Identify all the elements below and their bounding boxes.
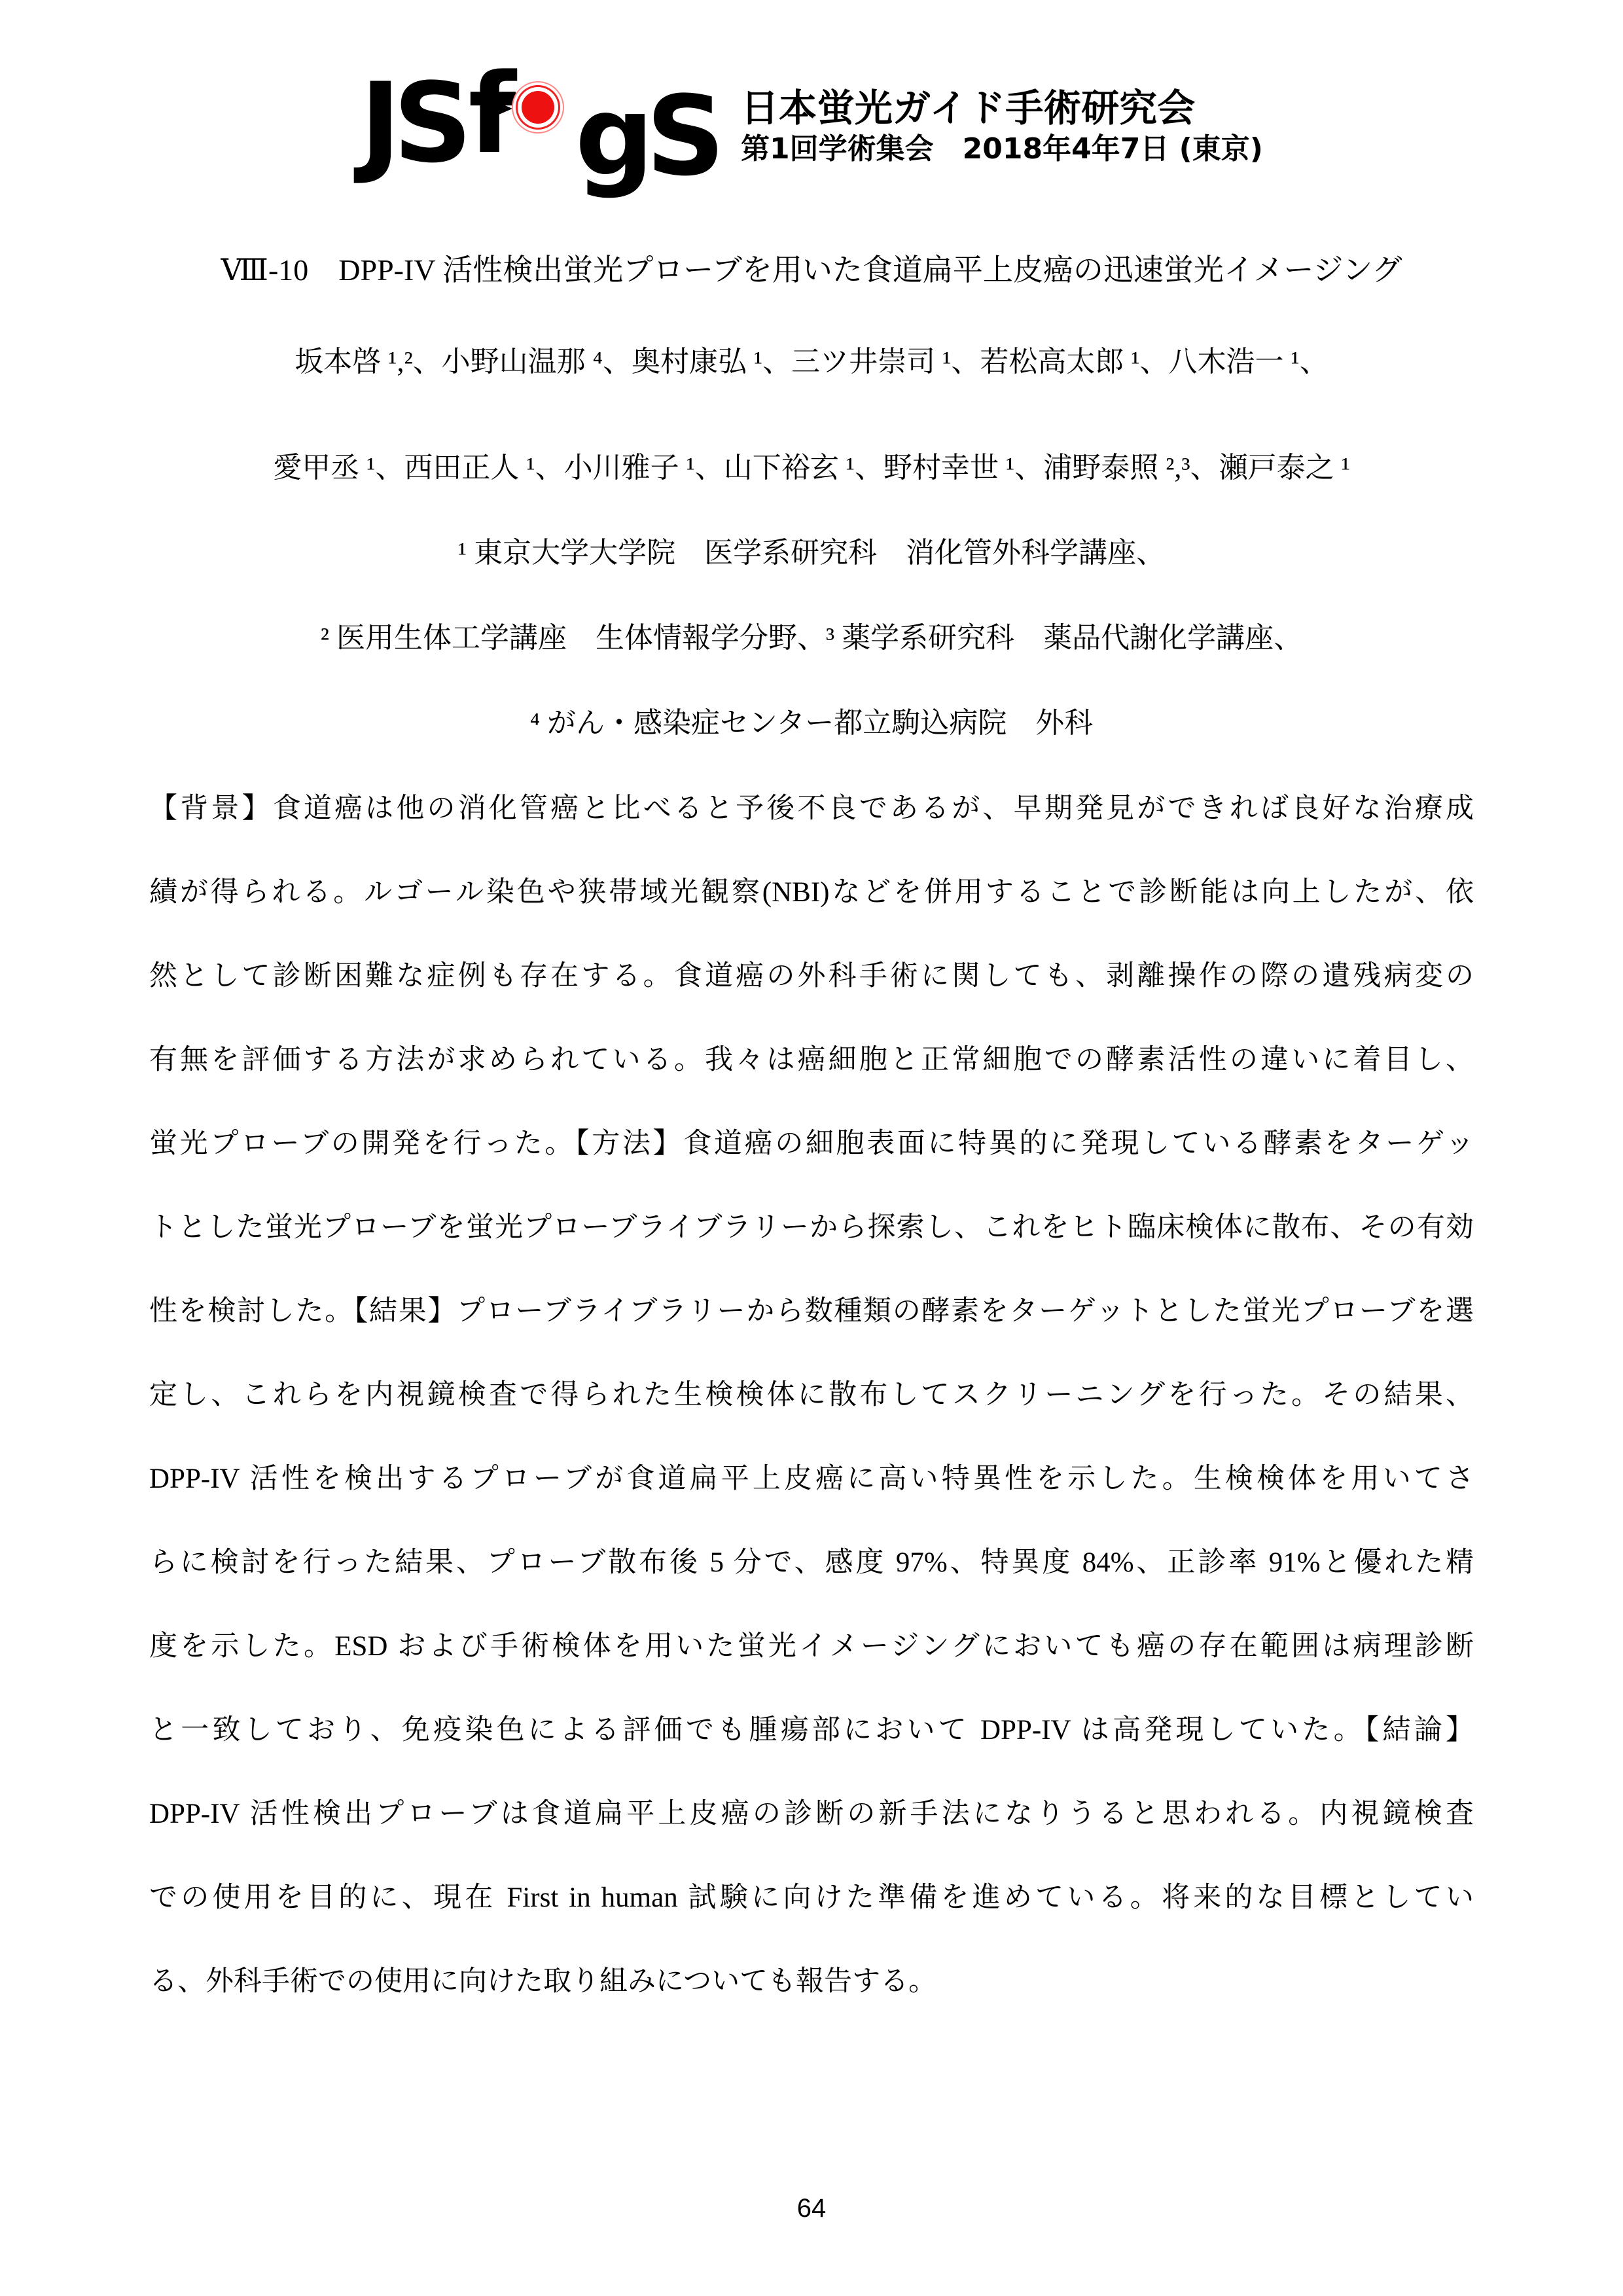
- logo-letter-f: f: [468, 50, 508, 178]
- society-name: 日本蛍光ガイド手術研究会: [741, 86, 1196, 131]
- abstract-body-line: 度を示した。ESD および手術検体を用いた蛍光イメージングにおいても癌の存在範囲は病理診断: [149, 1631, 1474, 1662]
- header: [0, 50, 1623, 200]
- abstract-body-line: と一致しており、免疫染色による評価でも腫瘍部において DPP-IV は高発現していた。【結論】: [149, 1715, 1474, 1746]
- abstract-body-line: DPP-IV 活性検出プローブは食道扁平上皮癌の診断の新手法になりうると思われる。内視鏡検査: [149, 1799, 1474, 1829]
- meeting-info: 第1回学術集会 2018年4年7日 (東京): [741, 132, 1263, 166]
- logo-fluorescence-dot-icon: [510, 79, 566, 135]
- abstract-body-line: 性を検討した。【結果】プローブライブラリーから数種類の酵素をターゲットとした蛍光プローブを選: [149, 1296, 1474, 1327]
- logo-letters-gs: gS: [575, 72, 718, 200]
- abstract-body-line: る、外科手術での使用に向けた取り組みについても報告する。: [149, 1966, 937, 1997]
- logo-letters-js: JS: [360, 59, 465, 187]
- abstract-body-line: 定し、これらを内視鏡検査で得られた生検検体に散布してスクリーニングを行った。その結果、: [149, 1380, 1474, 1410]
- affiliation-line-1: ¹ 東京大学大学院 医学系研究科 消化管外科学講座、: [457, 537, 1166, 569]
- abstract-body-line: 績が得られる。ルゴール染色や狭帯域光観察(NBI)などを併用することで診断能は向上したが、依: [149, 877, 1474, 908]
- abstract-body-line: 【背景】食道癌は他の消化管癌と比べると予後不良であるが、早期発見ができれば良好な治療成: [149, 793, 1474, 824]
- author-line-2: 愛甲丞 ¹、西田正人 ¹、小川雅子 ¹、山下裕玄 ¹、野村幸世 ¹、浦野泰照 ²,³、瀬戸泰之 ¹: [273, 452, 1350, 484]
- logo-text: [741, 86, 1263, 168]
- abstract-body: [149, 767, 1474, 2024]
- abstract-body-line: 有無を評価する方法が求められている。我々は癌細胞と正常細胞での酵素活性の違いに着目し、: [149, 1045, 1474, 1075]
- abstract-body-line: DPP-IV 活性を検出するプローブが食道扁平上皮癌に高い特異性を示した。生検検体を用いてさ: [149, 1463, 1474, 1494]
- abstract-body-line: 然として診断困難な症例も存在する。食道癌の外科手術に関しても、剥離操作の際の遺残病変の: [149, 961, 1474, 992]
- affiliation-line-3: ⁴ がん・感染症センター都立駒込病院 外科: [529, 707, 1094, 739]
- abstract-body-line: トとした蛍光プローブを蛍光プローブライブラリーから探索し、これをヒト臨床検体に散布、その有効: [149, 1212, 1474, 1243]
- abstract-body-line: での使用を目的に、現在 First in human 試験に向けた準備を進めている。将来的な目標としてい: [149, 1882, 1474, 1913]
- page-number: 64: [796, 2194, 827, 2223]
- abstract-body-line: 蛍光プローブの開発を行った。【方法】食道癌の細胞表面に特異的に発現している酵素をターゲッ: [149, 1128, 1474, 1159]
- abstract-body-line: らに検討を行った結果、プローブ散布後 5 分で、感度 97%、特異度 84%、正診率 91%と優れた精: [149, 1547, 1474, 1578]
- logo-arrow-icon: [493, 100, 512, 117]
- abstract-title: Ⅷ-10 DPP-IV 活性検出蛍光プローブを用いた食道扁平上皮癌の迅速蛍光イメージング: [221, 253, 1402, 287]
- jsfgs-logo-icon: [360, 50, 718, 200]
- author-line-1: 坂本啓 ¹,²、小野山温那 ⁴、奥村康弘 ¹、三ツ井崇司 ¹、若松高太郎 ¹、八木浩一 ¹、: [294, 346, 1329, 378]
- affiliation-line-2: ² 医用生体工学講座 生体情報学分野、³ 薬学系研究科 薬品代謝化学講座、: [320, 622, 1303, 654]
